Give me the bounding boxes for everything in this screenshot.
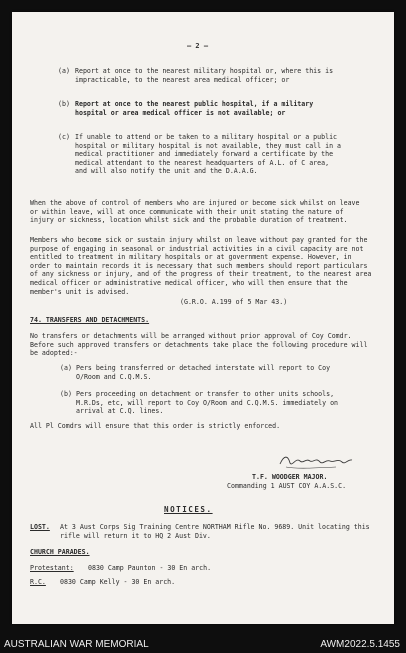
church-rc-text: 0830 Camp Kelly - 30 En arch. <box>60 578 176 586</box>
signatory-title: Commanding 1 AUST COY A.A.S.C. <box>227 482 347 490</box>
church-rc-label: R.C. <box>30 578 46 586</box>
paragraph-sick-on-leave: When the above of control of members who are injured or become sick whilst on leave or within leave, will at once communicate with their unit stating the nature of injury or sickness, location whilst sick and the probable duration of treatment. <box>30 199 364 225</box>
church-protestant-text: 0830 Camp Paunton - 30 En arch. <box>88 564 212 572</box>
signature-image <box>276 449 356 471</box>
item-c-text: If unable to attend or be taken to a military hospital or a public hospital or military hospital is not available, they must call in a medical practitioner and immediately forward a certificate by the medical attendant to the nearest headquarters of A.L. of C area, and will also notify the unit and the D.A.A.G. <box>75 133 345 176</box>
subitem-b-text: Pers proceeding on detachment or transfer to other units schools, M.R.Ds, etc, will report to Coy O/Room and C.Q.M.S. immediately on arrival at C.Q. lines. <box>76 390 342 416</box>
paragraph-transfers: No transfers or detachments will be arranged without prior approval of Coy Comdr. Before such approved transfers or detachments take place the following procedure will be adopted:- <box>30 332 372 358</box>
notices-heading: NOTICES. <box>164 505 213 514</box>
paragraph-enforcement: All Pl Comdrs will ensure that this order is strictly enforced. <box>30 422 281 430</box>
church-parades-heading: CHURCH PARADES. <box>30 548 90 556</box>
subitem-a-marker: (a) <box>60 364 72 372</box>
footer-bar <box>0 637 406 653</box>
item-b-marker: (b) <box>58 100 70 108</box>
page-number: — 2 — <box>187 42 209 50</box>
footer-source: AUSTRALIAN WAR MEMORIAL <box>4 639 149 650</box>
document-page <box>12 12 394 624</box>
subitem-b-marker: (b) <box>60 390 72 398</box>
item-c-marker: (c) <box>58 133 70 141</box>
item-b-text: Report at once to the nearest public hospital, if a military hospital or area medical officer is not available; or <box>75 100 318 117</box>
item-a-text: Report at once to the nearest military hospital or, where this is impracticable, to the nearest area medical officer; or <box>75 67 338 84</box>
paragraph-leave-without-pay: Members who become sick or sustain injury whilst on leave without pay granted for the purpose of engaging in seasonal or industrial activities in a civil capacity are not entitled to treatment in military hospitals or at government expense. However, in order to maintain records it is necessary that such members should report particulars of any sickness or injury, and of the progress of their treatment, to the nearest area medical officer or administrative medical officer, who will then ensure that the member's unit is advised. <box>30 236 376 296</box>
signatory-name: T.F. WOODGER MAJOR. <box>252 473 328 481</box>
footer-reference: AWM2022.5.1455 <box>320 639 400 650</box>
church-protestant-label: Protestant: <box>30 564 74 572</box>
lost-notice: At 3 Aust Corps Sig Training Centre NORTHAM Rifle No. 9689. Unit locating this rifle will return it to HQ 2 Aust Div. <box>60 523 374 540</box>
item-a-marker: (a) <box>58 67 70 75</box>
lost-label: LOST. <box>30 523 50 531</box>
paragraph-reference: (G.R.O. A.199 of 5 Mar 43.) <box>180 298 288 306</box>
section-heading-transfers: 74. TRANSFERS AND DETACHMENTS. <box>30 316 150 324</box>
subitem-a-text: Pers being transferred or detached interstate will report to Coy O/Room and C.Q.M.S. <box>76 364 335 381</box>
